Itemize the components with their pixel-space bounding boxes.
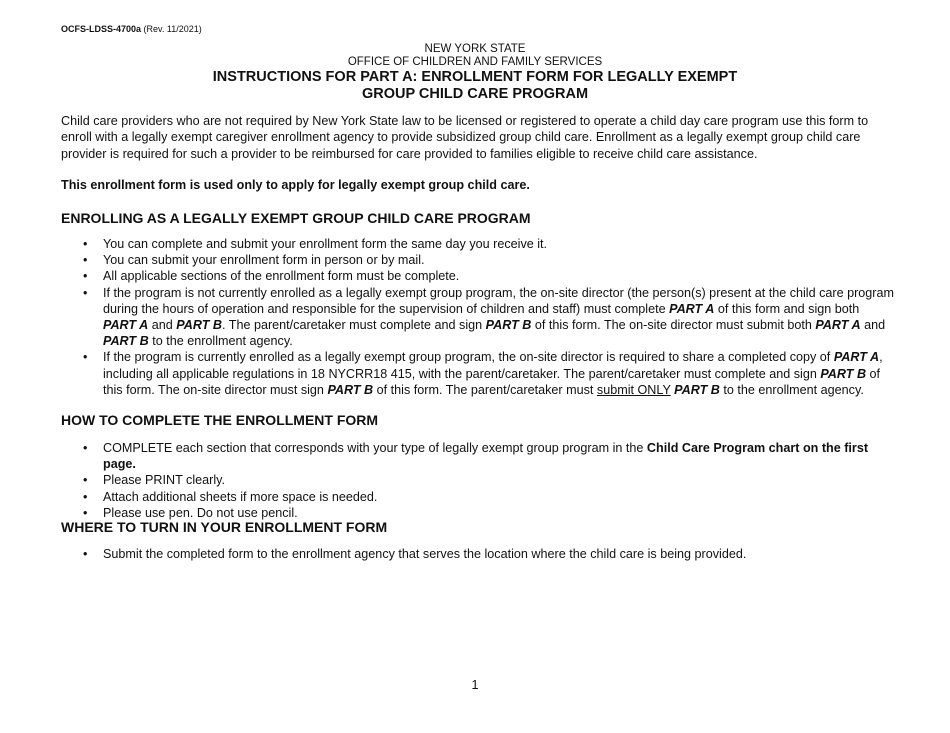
- underlined-text: submit ONLY: [596, 382, 671, 397]
- part-a-ref: PART A: [103, 318, 149, 333]
- part-b-ref: PART B: [674, 382, 720, 397]
- title-line-1: INSTRUCTIONS FOR PART A: ENROLLMENT FORM FOR LEGALLY EXEMPT: [212, 69, 738, 85]
- text-run: of this form. The parent/caretaker must: [373, 382, 597, 397]
- list-item: [61, 236, 895, 252]
- form-identifier: [61, 24, 202, 34]
- list-item: [61, 349, 895, 398]
- list-item-text: You can submit your enrollment form in person or by mail.: [103, 253, 425, 268]
- list-item: [61, 440, 895, 472]
- text-run: of this form and sign both: [714, 301, 860, 316]
- intro-paragraph: Child care providers who are not required by New York State law to be licensed or registered to operate a child day care program use this form to enroll with a legally exempt caregiver enrollment agency to provide subsidized group child care. Enrollment as a legally exempt group child care provider is required for such a provider to be reimbursed for care provided to families eligible to receive child care assistance.: [61, 114, 869, 161]
- notice-text: This enrollment form is used only to apply for legally exempt group child care.: [61, 178, 530, 192]
- list-item: [61, 285, 895, 350]
- chart-reference: Child Care Program chart on the first page.: [103, 441, 869, 472]
- list-item-text: Please PRINT clearly.: [103, 473, 226, 488]
- enrolling-list: [61, 236, 895, 398]
- part-b-ref: PART B: [176, 318, 222, 333]
- part-b-ref: PART B: [485, 318, 532, 333]
- part-b-ref: PART B: [820, 366, 867, 381]
- part-a-ref: PART A: [833, 350, 880, 365]
- list-item: [61, 268, 895, 284]
- section-heading-enrolling: ENROLLING AS A LEGALLY EXEMPT GROUP CHILD CARE PROGRAM: [61, 210, 531, 226]
- list-item: [61, 489, 895, 505]
- part-b-ref: PART B: [327, 382, 374, 397]
- text-run: If the program is not currently enrolled as a legally exempt group program, the on-site director (the person(s) present at the child care program during the hours of operation and responsible for the supervision of children and staff) must complete: [103, 285, 894, 316]
- form-revision: (Rev. 11/2021): [143, 24, 202, 34]
- list-item-text: Submit the completed form to the enrollment agency that serves the location where the child care is being provided.: [103, 547, 747, 561]
- list-item-text: Please use pen. Do not use pencil.: [103, 505, 298, 520]
- part-b-ref: PART B: [103, 334, 149, 349]
- state-name: NEW YORK STATE: [424, 43, 526, 55]
- text-run: to the enrollment agency.: [148, 334, 293, 349]
- text-run: and: [860, 318, 886, 333]
- section-heading-complete: HOW TO COMPLETE THE ENROLLMENT FORM: [61, 412, 379, 428]
- text-run: and: [148, 318, 177, 333]
- list-item: [61, 252, 895, 268]
- text-run: If the program is currently enrolled as a legally exempt group program, the on-site director is required to share a completed copy of: [103, 350, 834, 365]
- list-item-text: All applicable sections of the enrollment form must be complete.: [103, 269, 460, 284]
- page-number: 1: [471, 678, 479, 692]
- part-a-ref: PART A: [669, 301, 715, 316]
- list-item-text: You can complete and submit your enrollment form the same day you receive it.: [103, 237, 548, 251]
- office-name: OFFICE OF CHILDREN AND FAMILY SERVICES: [347, 56, 603, 68]
- part-a-ref: PART A: [815, 318, 861, 333]
- section-heading-turn-in: WHERE TO TURN IN YOUR ENROLLMENT FORM: [61, 519, 388, 535]
- text-run: , including all applicable regulations in 18 NYCRR18 415, with the parent/caretaker. The parent/caretaker must complete and sign: [103, 350, 883, 381]
- list-item-text: Attach additional sheets if more space is needed.: [103, 489, 378, 504]
- text-run: of this form. The on-site director must submit both: [531, 318, 816, 333]
- turn-in-list: [61, 546, 895, 562]
- list-item: [61, 472, 895, 488]
- list-item: [61, 546, 895, 562]
- text-run: to the enrollment agency.: [719, 382, 864, 397]
- text-run: of this form. The on-site director must sign: [103, 366, 881, 397]
- form-code: OCFS-LDSS-4700a: [61, 24, 142, 34]
- complete-list: [61, 440, 895, 521]
- title-line-2: GROUP CHILD CARE PROGRAM: [361, 86, 589, 102]
- document-header: [0, 43, 950, 103]
- text-run: COMPLETE each section that corresponds with your type of legally exempt group program in the: [103, 441, 647, 455]
- text-run: . The parent/caretaker must complete and sign: [221, 318, 486, 333]
